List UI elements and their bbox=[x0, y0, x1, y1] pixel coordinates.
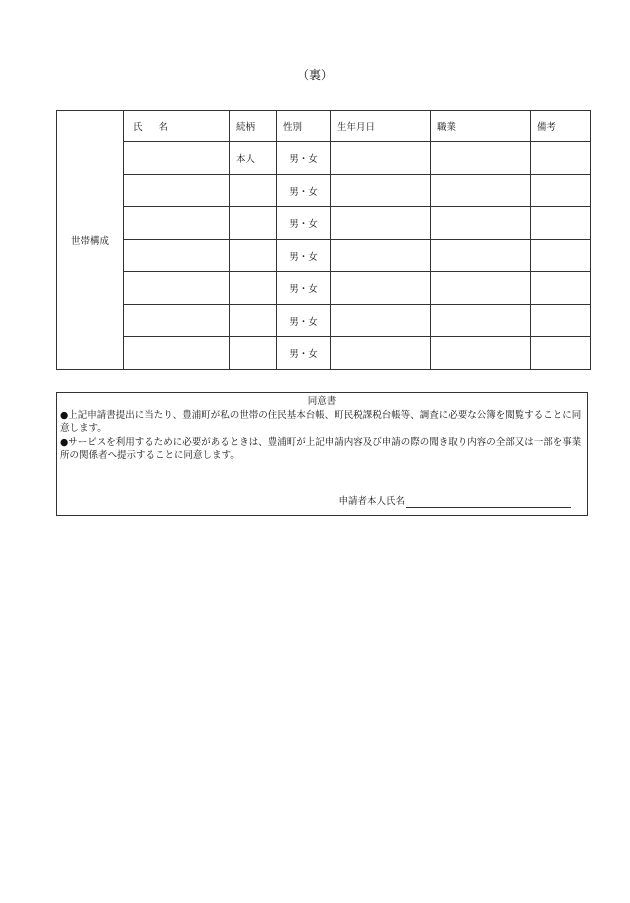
relationship-cell[interactable] bbox=[230, 207, 277, 240]
table-header-row bbox=[57, 111, 591, 142]
remarks-cell[interactable] bbox=[531, 207, 591, 240]
relationship-cell[interactable] bbox=[230, 337, 277, 370]
gender-cell[interactable]: 男・女 bbox=[277, 272, 331, 305]
relationship-cell[interactable] bbox=[230, 174, 277, 207]
relationship-cell[interactable] bbox=[230, 239, 277, 272]
name-cell[interactable] bbox=[124, 304, 230, 337]
name-cell[interactable] bbox=[124, 272, 230, 305]
consent-paragraph: ●サービスを利用するために必要があるときは、豊浦町が上記申請内容及び申請の際の聞き取り内容の全部又は一部を事業所の関係者へ提示することに同意します。 bbox=[60, 436, 582, 461]
table-row bbox=[57, 272, 591, 305]
gender-cell[interactable]: 男・女 bbox=[277, 239, 331, 272]
header-relationship: 続柄 bbox=[230, 111, 277, 142]
occupation-cell[interactable] bbox=[431, 239, 531, 272]
name-cell[interactable] bbox=[124, 207, 230, 240]
consent-title: 同意書 bbox=[307, 396, 337, 407]
table-row bbox=[57, 142, 591, 175]
header-name-part1: 氏 bbox=[133, 122, 143, 134]
occupation-cell[interactable] bbox=[431, 272, 531, 305]
signature-field[interactable] bbox=[406, 496, 571, 508]
name-cell[interactable] bbox=[124, 174, 230, 207]
birthdate-cell[interactable] bbox=[331, 207, 431, 240]
gender-cell[interactable]: 男・女 bbox=[277, 207, 331, 240]
name-cell[interactable] bbox=[124, 239, 230, 272]
signature-label: 申請者本人氏名 bbox=[338, 495, 405, 507]
occupation-cell[interactable] bbox=[431, 304, 531, 337]
signature-line bbox=[338, 495, 571, 509]
header-remarks: 備考 bbox=[531, 111, 591, 142]
relationship-cell[interactable] bbox=[230, 304, 277, 337]
birthdate-cell[interactable] bbox=[331, 174, 431, 207]
household-composition-table bbox=[56, 110, 591, 370]
remarks-cell[interactable] bbox=[531, 174, 591, 207]
header-occupation: 職業 bbox=[431, 111, 531, 142]
household-section-label: 世帯構成 bbox=[57, 111, 124, 370]
table-row bbox=[57, 304, 591, 337]
table-row bbox=[57, 337, 591, 370]
gender-cell[interactable]: 男・女 bbox=[277, 337, 331, 370]
birthdate-cell[interactable] bbox=[331, 142, 431, 175]
remarks-cell[interactable] bbox=[531, 272, 591, 305]
name-cell[interactable] bbox=[124, 142, 230, 175]
birthdate-cell[interactable] bbox=[331, 239, 431, 272]
occupation-cell[interactable] bbox=[431, 337, 531, 370]
header-name bbox=[124, 111, 230, 142]
remarks-cell[interactable] bbox=[531, 239, 591, 272]
table-row bbox=[57, 174, 591, 207]
header-name-part2: 名 bbox=[158, 122, 169, 134]
gender-cell[interactable]: 男・女 bbox=[277, 174, 331, 207]
remarks-cell[interactable] bbox=[531, 337, 591, 370]
relationship-cell[interactable] bbox=[230, 272, 277, 305]
consent-paragraph: ●上記申請書提出に当たり、豊浦町が私の世帯の住民基本台帳、町民税課税台帳等、調査に必要な公簿を閲覧することに同意します。 bbox=[60, 409, 582, 434]
remarks-cell[interactable] bbox=[531, 304, 591, 337]
name-cell[interactable] bbox=[124, 337, 230, 370]
occupation-cell[interactable] bbox=[431, 207, 531, 240]
page-title: （裏） bbox=[296, 68, 333, 82]
header-birthdate: 生年月日 bbox=[331, 111, 431, 142]
remarks-cell[interactable] bbox=[531, 142, 591, 175]
birthdate-cell[interactable] bbox=[331, 272, 431, 305]
birthdate-cell[interactable] bbox=[331, 337, 431, 370]
relationship-cell[interactable]: 本人 bbox=[230, 142, 277, 175]
gender-cell[interactable]: 男・女 bbox=[277, 304, 331, 337]
birthdate-cell[interactable] bbox=[331, 304, 431, 337]
table-row bbox=[57, 207, 591, 240]
gender-cell[interactable]: 男・女 bbox=[277, 142, 331, 175]
header-gender: 性別 bbox=[277, 111, 331, 142]
occupation-cell[interactable] bbox=[431, 174, 531, 207]
consent-box bbox=[56, 392, 588, 516]
table-row bbox=[57, 239, 591, 272]
occupation-cell[interactable] bbox=[431, 142, 531, 175]
